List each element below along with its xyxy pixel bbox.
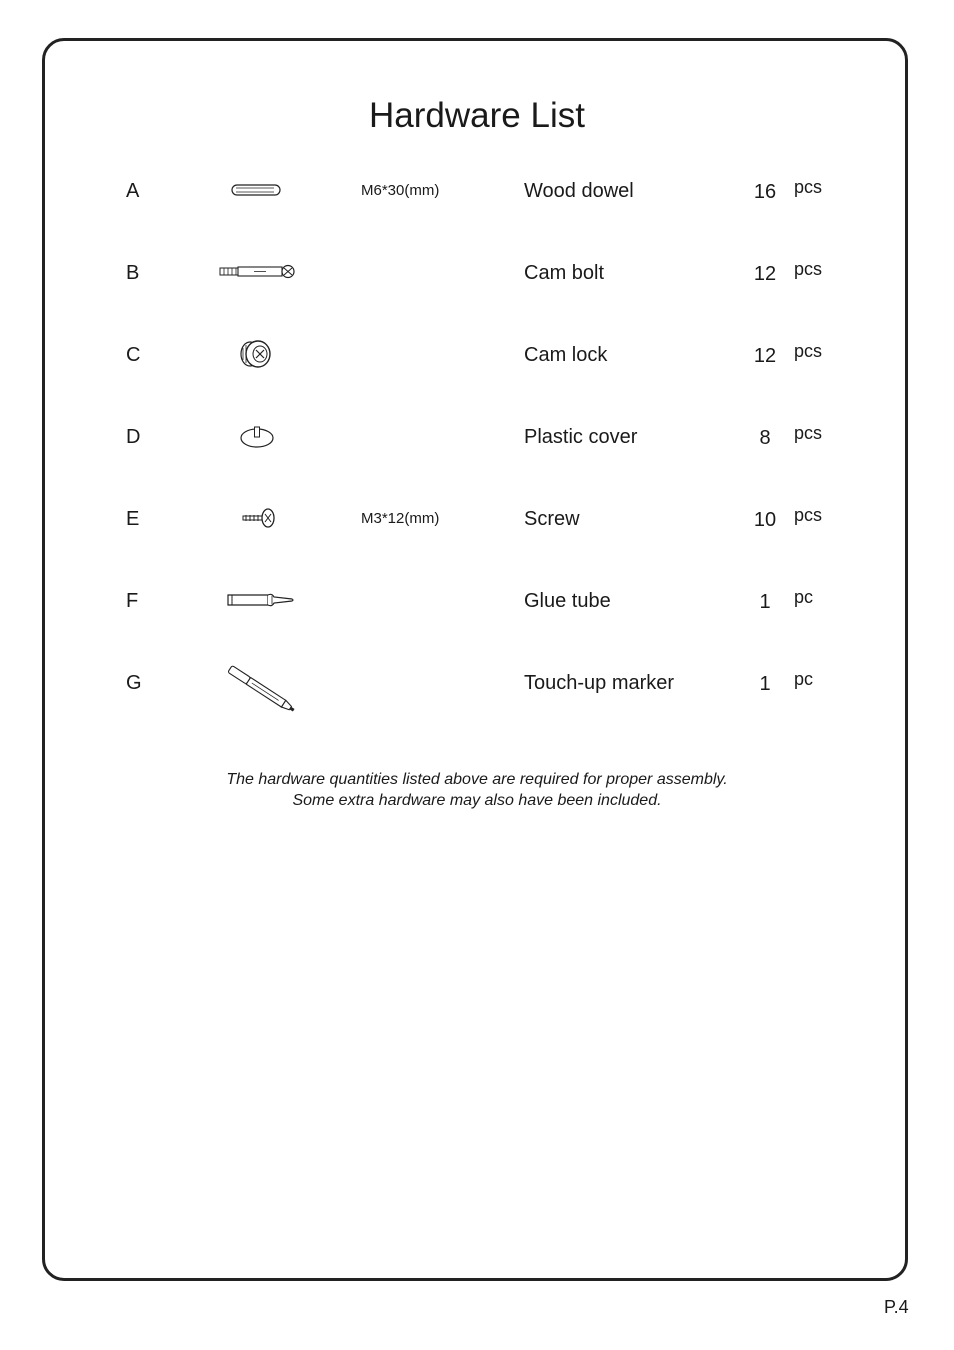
- glue-tube-icon: [216, 576, 306, 622]
- item-unit: pcs: [794, 505, 823, 525]
- item-unit: pcs: [794, 177, 823, 197]
- item-name: Plastic cover: [524, 426, 638, 448]
- screw-icon: [216, 494, 306, 540]
- item-letter: E: [126, 508, 140, 530]
- item-unit: pc: [794, 669, 814, 689]
- page-border: [42, 38, 908, 1281]
- item-quantity: 16: [753, 181, 777, 203]
- item-name: Screw: [524, 508, 580, 530]
- item-quantity: 8: [759, 427, 771, 449]
- item-spec: M6*30(mm): [361, 182, 440, 199]
- item-name: Touch-up marker: [524, 672, 675, 694]
- item-quantity: 12: [753, 345, 777, 367]
- item-quantity: 10: [753, 509, 777, 531]
- page-number: P.4: [884, 1297, 909, 1317]
- item-quantity: 12: [753, 263, 777, 285]
- item-name: Wood dowel: [524, 180, 634, 202]
- item-unit: pcs: [794, 341, 823, 361]
- page-title: Hardware List: [369, 96, 585, 135]
- hardware-row-a: [0, 177, 954, 220]
- item-letter: B: [126, 262, 140, 284]
- item-unit: pcs: [794, 259, 823, 279]
- item-letter: D: [126, 426, 141, 448]
- item-letter: F: [126, 590, 139, 612]
- hardware-row-e: [0, 505, 954, 548]
- touch-up-marker-icon: [216, 662, 306, 716]
- item-letter: G: [126, 672, 142, 694]
- hardware-row-g: [0, 669, 954, 712]
- item-name: Glue tube: [524, 590, 611, 612]
- cam-lock-icon: [216, 330, 306, 376]
- item-unit: pc: [794, 587, 814, 607]
- item-letter: C: [126, 344, 141, 366]
- plastic-cover-icon: [216, 412, 306, 458]
- assembly-note-line-1: The hardware quantities listed above are required for proper assembly.: [226, 771, 728, 788]
- hardware-row-f: [0, 587, 954, 630]
- item-name: Cam bolt: [524, 262, 605, 284]
- hardware-row-b: [0, 259, 954, 302]
- wood-dowel-icon: [216, 166, 306, 212]
- item-letter: A: [126, 180, 140, 202]
- cam-bolt-icon: [216, 248, 306, 294]
- hardware-row-c: [0, 341, 954, 384]
- assembly-note-line-2: Some extra hardware may also have been included.: [292, 792, 662, 809]
- item-quantity: 1: [759, 673, 771, 695]
- item-spec: M3*12(mm): [361, 510, 440, 527]
- item-quantity: 1: [759, 591, 771, 613]
- item-unit: pcs: [794, 423, 823, 443]
- hardware-row-d: [0, 423, 954, 466]
- item-name: Cam lock: [524, 344, 608, 366]
